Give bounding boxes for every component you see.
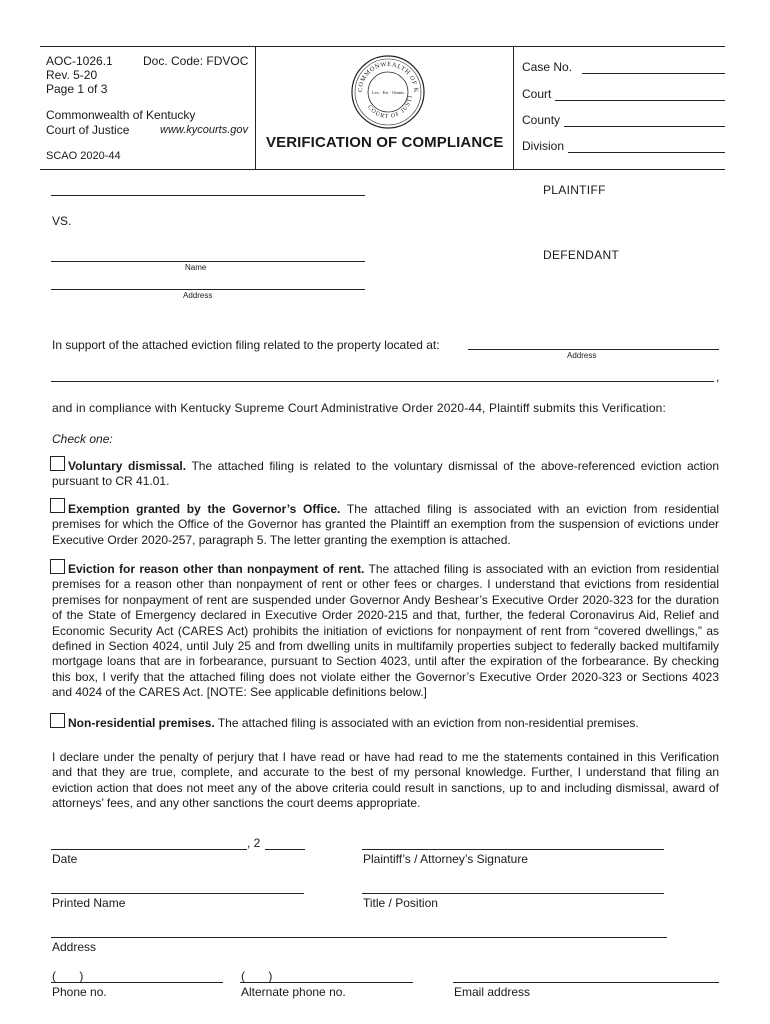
property-comma: , xyxy=(716,370,720,384)
exemption-title: Exemption granted by the Governor’s Office. xyxy=(68,502,341,516)
case-number-field[interactable] xyxy=(522,60,725,74)
exemption-option xyxy=(52,502,719,548)
court-field[interactable] xyxy=(522,87,725,101)
email-line[interactable] xyxy=(453,982,719,983)
scao-number: SCAO 2020-44 xyxy=(46,150,121,162)
printed-name-caption: Printed Name xyxy=(52,896,126,910)
address-line[interactable] xyxy=(51,937,667,938)
voluntary-dismissal-option xyxy=(52,459,719,490)
commonwealth-label: Commonwealth of Kentucky xyxy=(46,108,196,122)
case-number-label: Case No. xyxy=(522,60,573,74)
defendant-address-caption: Address xyxy=(183,291,213,300)
signature-caption: Plaintiff’s / Attorney’s Signature xyxy=(363,852,528,866)
compliance-statement: and in compliance with Kentucky Supreme Court Administrative Order 2020-44, Plaintiff submits this Verification: xyxy=(52,401,666,415)
printed-name-line[interactable] xyxy=(51,893,304,894)
phone-caption: Phone no. xyxy=(52,985,107,999)
date-line[interactable] xyxy=(51,849,247,850)
defendant-name-line[interactable] xyxy=(51,261,365,262)
other-reason-option xyxy=(52,562,719,701)
non-residential-option xyxy=(52,716,719,731)
alt-phone-area-code: ( ) xyxy=(241,969,273,983)
perjury-declaration: I declare under the penalty of perjury that I have read or have had read to me the statements contained in this Verification and that they are true, complete, and accurate to the best of my personal knowledge. Further, I understand that filing an eviction action that does not meet any of the above criteria could result in sanctions, up to and including dismissal, award of attorneys’ fees, and any other sanctions the court deems appropriate. xyxy=(52,750,719,811)
title-position-caption: Title / Position xyxy=(363,896,438,910)
property-address-line-2[interactable] xyxy=(51,381,714,382)
voluntary-dismissal-title: Voluntary dismissal. xyxy=(68,459,187,473)
county-field[interactable] xyxy=(522,113,725,127)
website-link[interactable]: www.kycourts.gov xyxy=(160,124,249,136)
defendant-name-caption: Name xyxy=(185,263,207,272)
plaintiff-label: PLAINTIFF xyxy=(543,183,606,197)
voluntary-dismissal-text: The attached filing is related to the voluntary dismissal of the above-referenced eviction action pursuant to CR 41.01. xyxy=(52,459,719,489)
form-id: AOC-1026.1 xyxy=(46,54,113,68)
email-caption: Email address xyxy=(454,985,531,999)
non-residential-text: The attached filing is associated with an eviction from non-residential premises. xyxy=(217,716,639,730)
doc-code: Doc. Code: FDVOC xyxy=(143,54,249,68)
court-label: Court xyxy=(522,87,552,101)
revision: Rev. 5-20 xyxy=(46,68,98,82)
county-label: County xyxy=(522,113,561,127)
plaintiff-line[interactable] xyxy=(51,195,365,196)
other-reason-title: Eviction for reason other than nonpayment of rent. xyxy=(68,562,365,576)
defendant-address-line[interactable] xyxy=(51,289,365,290)
alt-phone-caption: Alternate phone no. xyxy=(241,985,346,999)
page-number: Page 1 of 3 xyxy=(46,82,108,96)
court-of-justice-label: Court of Justice xyxy=(46,123,130,137)
division-label: Division xyxy=(522,139,565,153)
defendant-label: DEFENDANT xyxy=(543,248,620,262)
address-caption: Address xyxy=(52,940,97,954)
property-address-line[interactable] xyxy=(468,349,719,350)
non-residential-title: Non-residential premises. xyxy=(68,716,215,730)
title-position-line[interactable] xyxy=(362,893,664,894)
phone-area-code: ( ) xyxy=(52,969,84,983)
document-title: VERIFICATION OF COMPLIANCE xyxy=(266,134,504,151)
alt-phone-line[interactable] xyxy=(240,982,413,983)
signature-line[interactable] xyxy=(362,849,664,850)
kentucky-seal-icon xyxy=(350,54,426,130)
property-lead-text: In support of the attached eviction filing related to the property located at: xyxy=(52,338,440,352)
versus-label: VS. xyxy=(52,214,72,228)
check-one-label: Check one: xyxy=(52,432,113,446)
seal-bottom-text: COURT OF JUSTI xyxy=(366,94,415,121)
phone-line[interactable] xyxy=(51,982,223,983)
year-prefix: , 2 xyxy=(247,836,261,850)
property-address-caption: Address xyxy=(567,351,597,360)
seal-center-text: Lex · Est · Omnis xyxy=(371,90,405,95)
date-caption: Date xyxy=(52,852,78,866)
seal-top-text: COMMONWEALTH OF K xyxy=(356,60,420,94)
year-line[interactable] xyxy=(265,849,305,850)
division-field[interactable] xyxy=(522,139,725,153)
other-reason-text: The attached filing is associated with an eviction from residential premises for a reason other than nonpayment of rent or other fees or charges. I understand that evictions from residential premises for nonpayment of rent are suspended under Governor Andy Beshear’s Executive Order 2020-323 for the duration of the State of Emergency declared in Executive Order 2020-215 and that, further, the federal Coronavirus Aid, Relief and Economic Security Act (CARES Act) prohibits the initiation of evictions for nonpayment of rent from “covered dwellings,” as defined in Section 4024, until July 25 and from dwelling units in multifamily properties subject to federally backed multifamily mortgage loans that are in forbearance, pursuant to Section 4023, until after the expiration of the forbearance. By checking this box, I verify that the attached filing does not violate either the Governor’s Executive Order 2020-323 or Sections 4023 and 4024 of the CARES Act. [NOTE: See applicable definitions below.] xyxy=(52,562,719,700)
exemption-text: The attached filing is associated with an eviction from residential premises for which the Office of the Governor has granted the Plaintiff an exemption from the suspension of evictions under Executive Order 2020-257, paragraph 5. The letter granting the exemption is attached. xyxy=(52,502,719,547)
